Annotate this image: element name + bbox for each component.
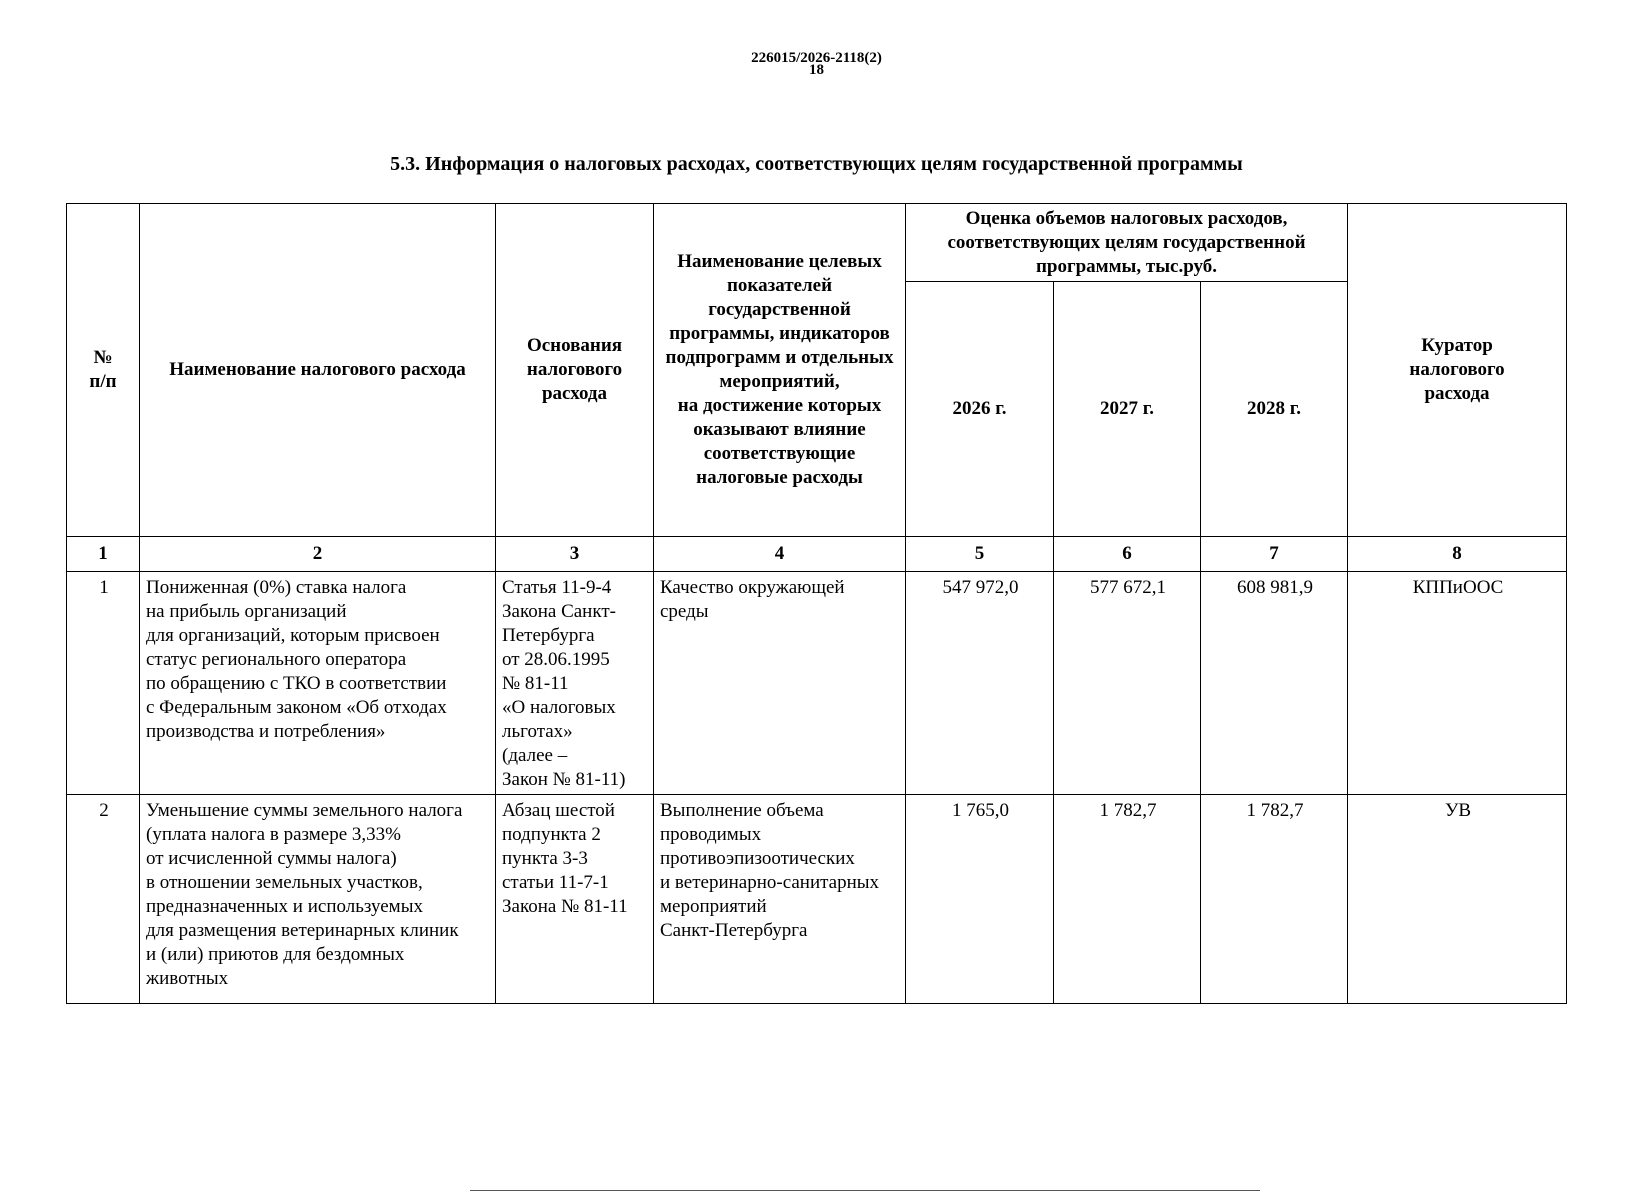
column-number: 3 (496, 537, 654, 572)
value-2028: 1 782,7 (1201, 795, 1348, 1004)
row-number: 2 (67, 795, 140, 1004)
curator: УВ (1348, 795, 1567, 1004)
column-number: 7 (1201, 537, 1348, 572)
header-year-2026: 2026 г. (906, 282, 1054, 537)
page-number: 18 (809, 62, 824, 78)
target-indicator: Выполнение объема проводимых противоэпизоотических и ветеринарно-санитарных мероприятий Санкт-Петербурга (654, 795, 906, 1004)
tax-expenditure-basis: Статья 11-9-4 Закона Санкт- Петербурга от 28.06.1995 № 81-11 «О налоговых льготах» (далее – Закон № 81-11) (496, 572, 654, 795)
header-target-indicators: Наименование целевых показателей государственной программы, индикаторов подпрограмм и отдельных мероприятий, на достижение которых оказывают влияние соответствующие налоговые расходы (654, 204, 906, 537)
header-year-2028: 2028 г. (1201, 282, 1348, 537)
value-2026: 1 765,0 (906, 795, 1054, 1004)
tax-expenditure-basis: Абзац шестой подпункта 2 пункта 3-3 статьи 11-7-1 Закона № 81-11 (496, 795, 654, 1004)
header-curator: Куратор налогового расхода (1348, 204, 1567, 537)
column-number: 8 (1348, 537, 1567, 572)
header-tax-expenditure-name: Наименование налогового расхода (140, 204, 496, 537)
column-number: 2 (140, 537, 496, 572)
column-number: 4 (654, 537, 906, 572)
row-number: 1 (67, 572, 140, 795)
header-estimate-group: Оценка объемов налоговых расходов, соответствующих целям государственной программы, тыс.руб. (906, 204, 1348, 282)
value-2028: 608 981,9 (1201, 572, 1348, 795)
header-basis: Основания налогового расхода (496, 204, 654, 537)
table-row (67, 795, 1567, 1004)
column-number-row (67, 537, 1567, 572)
value-2026: 547 972,0 (906, 572, 1054, 795)
target-indicator: Качество окружающей среды (654, 572, 906, 795)
bottom-divider (470, 1190, 1260, 1191)
table-row (67, 572, 1567, 795)
document-id: 226015/2026-2118(2) (751, 50, 882, 66)
value-2027: 577 672,1 (1054, 572, 1201, 795)
section-title: 5.3. Информация о налоговых расходах, соответствующих целям государственной программы (390, 153, 1243, 175)
column-number: 6 (1054, 537, 1201, 572)
column-number: 1 (67, 537, 140, 572)
tax-expenditure-table (66, 203, 1567, 1004)
curator: КППиООС (1348, 572, 1567, 795)
column-number: 5 (906, 537, 1054, 572)
tax-expenditure-name: Уменьшение суммы земельного налога (уплата налога в размере 3,33% от исчисленной суммы налога) в отношении земельных участков, предназначенных и используемых для размещения ветеринарных клиник и (или) приютов для бездомных животных (140, 795, 496, 1004)
tax-expenditure-name: Пониженная (0%) ставка налога на прибыль организаций для организаций, которым присвоен статус регионального оператора по обращению с ТКО в соответствии с Федеральным законом «Об отходах производства и потребления» (140, 572, 496, 795)
header-year-2027: 2027 г. (1054, 282, 1201, 537)
value-2027: 1 782,7 (1054, 795, 1201, 1004)
header-number: № п/п (67, 204, 140, 537)
